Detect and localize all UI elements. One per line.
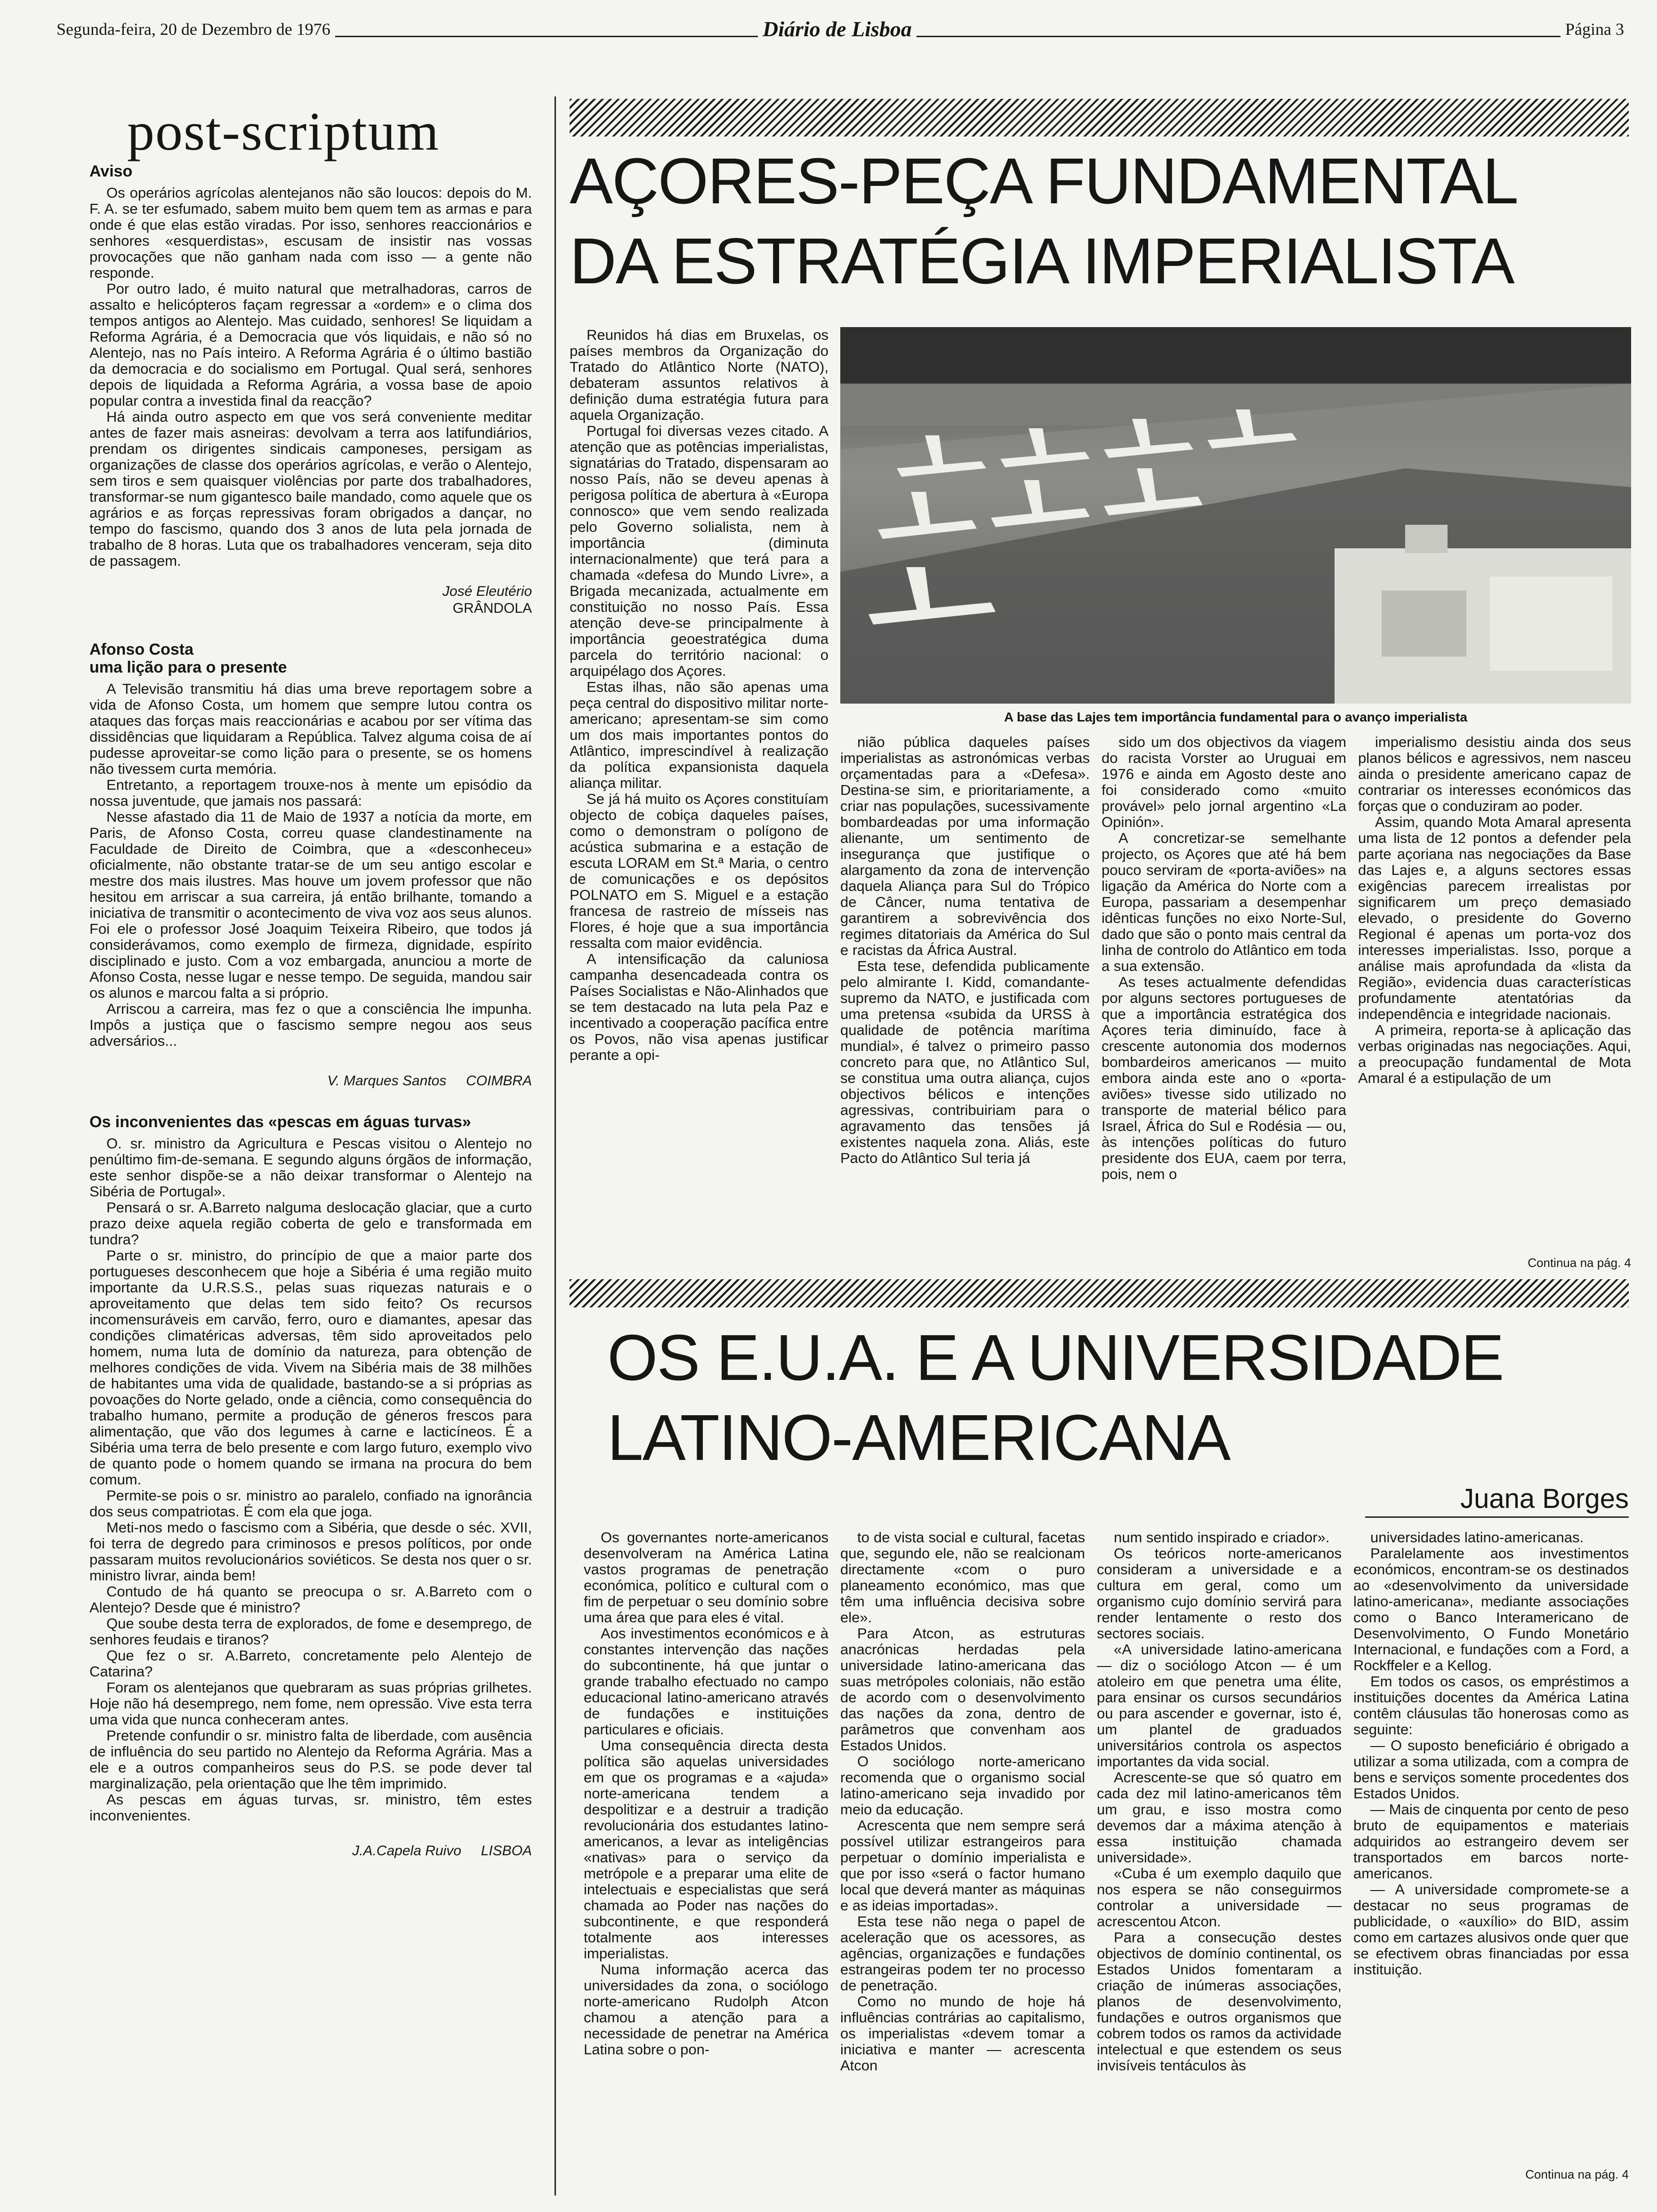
paragraph: Para Atcon, as estruturas anacrónicas herdadas pela universidade latino-americana das suas metrópoles coloniais, não estão de acordo com o desenvolvimento das nações da zona, dentro de parâmetros que convenham aos Estados Unidos.: [840, 1625, 1085, 1754]
paragraph: — Mais de cinquenta por cento de peso bruto de equipamentos e materiais adquiridos ao estrangeiro devem ser transportados em barcos norte-americanos.: [1353, 1801, 1629, 1882]
afonso-heading: Afonso Costa uma lição para o presente: [89, 641, 287, 676]
paragraph: Pretende confundir o sr. ministro falta de liberdade, com ausência de influência do seu partido no Alentejo da Reforma Agrária. Mas a ele e a outros companheiros seus do P.S. se pode dever tal marginalização, pela orientação que lhe têm imprimido.: [89, 1727, 532, 1792]
page-number: Página 3: [1560, 15, 1629, 43]
paragraph: Que soube desta terra de explorados, de fome e desemprego, de senhores feudais e tiranos?: [89, 1615, 532, 1648]
paragraph: Esta tese não nega o papel de aceleração que os acessores, as agências, organizações e fundações estrangeiras podem ter no processo de penetração.: [840, 1913, 1085, 1994]
paragraph: Pensará o sr. A.Barreto nalguma deslocação glaciar, que a curto prazo deixe aquela região coberta de gelo e transformada em tundra?: [89, 1199, 532, 1248]
column-divider: [555, 96, 556, 2196]
paragraph: As pescas em águas turvas, sr. ministro, têm estes inconvenientes.: [89, 1791, 532, 1824]
newspaper-name: Diário de Lisboa: [758, 15, 917, 43]
afonso-body: [89, 681, 532, 1049]
acores-headline-line1: AÇORES-PEÇA FUNDAMENTAL: [570, 145, 1518, 217]
paragraph: Reunidos há dias em Bruxelas, os países membros da Organização do Tratado do Atlântico Norte (NATO), debateram assuntos relativos à definição duma estratégia futura para aquela Organização.: [570, 327, 828, 423]
paragraph: Os operários agrícolas alentejanos não são loucos: depois do M. F. A. se ter esfumado, sabem muito bem quem tem as armas e para onde é que elas estão viradas. Por isso, senhores reaccionários e senhores «esquerdistas», escusam de insistir nas vossas provocações que não ganham nada com isso — a gente não responde.: [89, 184, 532, 281]
paragraph: imperialismo desistiu ainda dos seus planos bélicos e agressivos, nem nasceu ainda o presidente americano capaz de contrariar os interesses económicos das forças que o conduziram ao poder.: [1358, 734, 1631, 814]
paragraph: A intensificação da caluniosa campanha desencadeada contra os Países Socialistas e Não-Alinhados que se tem destacado na luta pela Paz e incentivado a cooperação pacífica entre os Povos, não visa apenas justificar perante a opi-: [570, 951, 828, 1063]
paragraph: Uma consequência directa desta política são aquelas universidades em que os programas e a «ajuda» norte-americana tendem a despolitizar e a destruir a tradição revolucionária dos estudantes latino-americanos, a levar as inteligências «nativas» para o serviço da metrópole e a preparar uma elite de intelectuais e especialistas que será chamada ao Poder nas nações do subcontinente, e que responderá totalmente aos interesses imperialistas.: [584, 1737, 828, 1962]
afonso-place: COIMBRA: [466, 1073, 532, 1089]
aviso-place: GRÂNDOLA: [452, 601, 532, 616]
inconvenientes-author: J.A.Capela Ruivo: [352, 1843, 461, 1859]
eua-col3: [1097, 1530, 1342, 2074]
paragraph: Parte o sr. ministro, do princípio de que a maior parte dos portugueses desconhecem que hoje a Sibéria é uma região muito importante da U.R.S.S., pelas suas riquezas naturais e o aproveitamento que delas tem sido feito? Os recursos incomensuráveis em carvão, ferro, ouro e diamantes, apesar das condições climatéricas adversas, têm sido aproveitados pelo homem, numa luta de domínio da natureza, para obtenção de melhores condições de vida. Vivem na Sibéria mais de 38 milhões de habitantes uma vida de qualidade, bastando-se a si próprias as povoações do Norte gelado, onde a ciência, como consequência do trabalho humano, permite a produção de géneros frescos para alimentação, que vão dos legumes à carne e lacticíneos. É a Sibéria uma terra de belo presente e com largo futuro, exemplo vivo de quanto pode o homem quando se irmana na procura do bem comum.: [89, 1247, 532, 1488]
paragraph: Como no mundo de hoje há influências contrárias ao capitalismo, os imperialistas «devem tomar a iniciativa e manter — acrescenta Atcon: [840, 1993, 1085, 2074]
lajes-base-photo: [840, 327, 1631, 704]
postscriptum-title: post-scriptum: [127, 102, 440, 162]
paragraph: Por outro lado, é muito natural que metralhadoras, carros de assalto e helicópteros façam regressar a «ordem» e o clima dos tempos antigos ao Alentejo. Mas cuidado, senhores! Se liquidam a Reforma Agrária, é a Democracia que vós liquidais, e não só no Alentejo, nas no País inteiro. A Reforma Agrária é o último bastião da democracia e do socialismo em Portugal. Qual será, senhores depois de liquidada a Reforma Agrária, a vossa base de apoio popular contra a investida final da reacção?: [89, 281, 532, 409]
inconvenientes-byline: [89, 1843, 532, 1859]
paragraph: Nesse afastado dia 11 de Maio de 1937 a notícia da morte, em Paris, de Afonso Costa, correu quase clandestinamente na Faculdade de Direito de Coimbra, que a «desconheceu» oficialmente, não obstante tratar-se de um seu antigo escolar e mestre dos mais ilustres. Mas houve um jovem professor que não hesitou em arriscar a sua carreira, já então brilhante, tomando a iniciativa de transmitir o acontecimento de viva voz aos seus alunos. Foi ele o professor José Joaquim Teixeira Ribeiro, que todos já considerávamos, como exemplo de firmeza, dignidade, espírito disciplinado e justo. Com a voz embargada, anunciou a morte de Afonso Costa, nesse lugar e nesse tempo. De seguida, mandou sair os alunos e marcou falta a si próprio.: [89, 809, 532, 1001]
acores-col3: [1102, 734, 1346, 1182]
paragraph: Arriscou a carreira, mas fez o que a consciência lhe impunha. Impôs a justiça que o fascismo sempre negou aos seus adversários...: [89, 1001, 532, 1049]
eua-continua: Continua na pág. 4: [1525, 2167, 1629, 2181]
eua-col1: [584, 1530, 828, 2058]
paragraph: Que fez o sr. A.Barreto, concretamente pelo Alentejo de Catarina?: [89, 1647, 532, 1680]
header-date: Segunda-feira, 20 de Dezembro de 1976: [52, 15, 335, 43]
paragraph: Entretanto, a reportagem trouxe-nos à mente um episódio da nossa juventude, que jamais nos passará:: [89, 777, 532, 809]
eua-col2: [840, 1530, 1085, 2074]
paragraph: Foram os alentejanos que quebraram as suas próprias grilhetes. Hoje não há desemprego, nem fome, nem opressão. Vive esta terra uma vida que nunca conheceram antes.: [89, 1679, 532, 1728]
aviso-heading: Aviso: [89, 162, 133, 180]
inconvenientes-heading: Os inconvenientes das «pescas em águas turvas»: [89, 1113, 471, 1131]
paragraph: nião pública daqueles países imperialistas as astronómicas verbas orçamentadas para a «Defesa». Destina-se sim, e prioritariamente, a criar nas populações, sucessivamente bombardeadas por uma informação alienante, um sentimento de insegurança que justifique o alargamento da zona de intervenção daquela Aliança para Sul do Trópico de Câncer, numa tentativa de garantirem a sobrevivência dos regimes ditatoriais da América do Sul e racistas da África Austral.: [840, 734, 1090, 958]
paragraph: As teses actualmente defendidas por alguns sectores portugueses de que a importância estratégica dos Açores teria diminuído, face à crescente autonomia dos modernos bombardeiros americanos — muito embora ainda este ano o «porta-aviões» tivesse sido utilizado no transporte de material bélico para Israel, África do Sul e Rodésia — ou, às intenções políticas do futuro presidente dos EUA, caem por terra, pois, nem o: [1102, 974, 1346, 1182]
aviso-body: [89, 185, 532, 569]
paragraph: O. sr. ministro da Agricultura e Pescas visitou o Alentejo no penúltimo fim-de-semana. E segundo alguns órgãos de informação, este senhor dispõe-se a não deixar transformar o Alentejo na Sibéria de Portugal».: [89, 1135, 532, 1200]
postscriptum-section: [89, 101, 532, 1859]
eua-headline-line1: OS E.U.A. E A UNIVERSIDADE: [607, 1322, 1504, 1394]
paragraph: Se já há muito os Açores constituíam objecto de cobiça daqueles países, como o demonstram o polígono de acústica submarina e a estação de escuta LORAM em St.ª Maria, o centro de comunicações e os depósitos POLNATO em S. Miguel e a estação francesa de rastreio de mísseis nas Flores, é hoje que a sua importância ressalta com maior evidência.: [570, 791, 828, 951]
paragraph: universidades latino-americanas.: [1370, 1529, 1584, 1546]
inconvenientes-body: [89, 1136, 532, 1824]
paragraph: O sociólogo norte-americano recomenda que o organismo social latino-americano seja invadido por meio da educação.: [840, 1753, 1085, 1818]
paragraph: Assim, quando Mota Amaral apresenta uma lista de 12 pontos a defender pela parte açoriana nas negociações da Base das Lajes e, a alguns sectores essas exigências parecem irrealistas por significarem um preço demasiado elevado, o presidente do Governo Regional é apenas um porta-voz dos interesses imperialistas. Isso, porque a análise mais aprofundada da «lista da Região», evidencia duas características profundamente atentatórias da independência e integridade nacionais.: [1358, 814, 1631, 1022]
paragraph: Em todos os casos, os empréstimos a instituições docentes da América Latina contêm cláusulas tão honerosas como as seguinte:: [1353, 1673, 1629, 1738]
hatch-band-top: [570, 99, 1629, 136]
paragraph: — O suposto beneficiário é obrigado a utilizar a soma utilizada, com a compra de bens e serviços somente procedentes dos Estados Unidos.: [1353, 1737, 1629, 1802]
paragraph: «Cuba é um exemplo daquilo que nos espera se não conseguirmos controlar a universidade — acrescentou Atcon.: [1097, 1865, 1342, 1930]
acores-continua: Continua na pág. 4: [1528, 1256, 1631, 1270]
photo-caption: A base das Lajes tem importância fundamental para o avanço imperialista: [1004, 710, 1467, 724]
paragraph: Os governantes norte-americanos desenvolveram na América Latina vastos programas de penetração económica, político e cultural com o fim de perpetuar o seu domínio sobre uma área que para eles é vital.: [584, 1529, 828, 1626]
airplanes-image: [840, 327, 1631, 704]
paragraph: Para a consecução destes objectivos de domínio continental, os Estados Unidos fomentaram a criação de inúmeras associações, planos de desenvolvimento, fundações e outros organismos que cobrem todos os ramos da actividade intelectual e que estendem os seus invisíveis tentáculos às: [1097, 1929, 1342, 2074]
paragraph: Acrescenta que nem sempre será possível utilizar estrangeiros para perpetuar o domínio imperialista e que por isso «será o factor humano local que deverá manter as máquinas e as ideias importadas».: [840, 1817, 1085, 1914]
acores-headline-line2: DA ESTRATÉGIA IMPERIALISTA: [570, 225, 1514, 297]
paragraph: Permite-se pois o sr. ministro ao paralelo, confiado na ignorância dos seus compatriotas. É com ela que joga.: [89, 1487, 532, 1520]
page-header: [52, 15, 1629, 53]
eua-author: Juana Borges: [1460, 1483, 1629, 1514]
aviso-author: José Eleutério: [442, 584, 532, 599]
acores-headline: [570, 141, 1633, 301]
afonso-author: V. Marques Santos: [327, 1073, 447, 1089]
afonso-byline: [89, 1073, 532, 1090]
hatch-band-middle: [570, 1279, 1629, 1307]
author-rule: [1365, 1516, 1629, 1518]
acores-col2: [840, 734, 1090, 1166]
paragraph: Aos investimentos económicos e à constantes intervenção das nações do subcontinente, há que juntar o grande trabalho efectuado no campo educacional latino-americano através de fundações e instituições particulares e oficiais.: [584, 1625, 828, 1738]
paragraph: Os teóricos norte-americanos consideram a universidade e a cultura em geral, como um organismo cujo domínio servirá para render lentamente o resto dos sectores sociais.: [1097, 1545, 1342, 1642]
eua-headline-line2: LATINO-AMERICANA: [607, 1402, 1230, 1474]
paragraph: Numa informação acerca das universidades da zona, o sociólogo norte-americano Rudolph Atcon chamou a atenção para a necessidade de penetrar na América Latina sobre o pon-: [584, 1961, 828, 2058]
paragraph: A Televisão transmitiu há dias uma breve reportagem sobre a vida de Afonso Costa, um homem que sempre lutou contra os ataques das forças mais reaccionárias e acabou por ser vítima das dissidências que liquidaram a República. Talvez alguma coisa de aí pudesse aproveitar-se como lição para o presente, se os homens não tivessem curta memória.: [89, 681, 532, 777]
paragraph: A primeira, reporta-se à aplicação das verbas originadas nas negociações. Aqui, a preocupação fundamental de Mota Amaral é a estipulação de um: [1358, 1022, 1631, 1086]
eua-headline: [607, 1318, 1629, 1478]
paragraph: Paralelamente aos investimentos económicos, encontram-se os destinados ao «desenvolvimento da universidade latino-americana», mediante associações como o Banco Interamericano de Desenvolvimento, O Fundo Monetário Internacional, e fundações com a Ford, a Rockffeler e a Kellog.: [1353, 1545, 1629, 1674]
paragraph: sido um dos objectivos da viagem do racista Vorster ao Uruguai em 1976 e ainda em Agosto deste ano foi considerado como «muito provável» pelo jornal argentino «La Opinión».: [1102, 734, 1346, 830]
inconvenientes-place: LISBOA: [481, 1843, 532, 1859]
paragraph: A concretizar-se semelhante projecto, os Açores que até há bem pouco serviram de «porta-aviões» na ligação da América do Norte com a Europa, passariam a desempenhar idênticas funções no eixo Norte-Sul, dado que são o ponto mais central da linha de controlo do Atlântico em toda a sua extensão.: [1102, 830, 1346, 974]
paragraph: Contudo de há quanto se preocupa o sr. A.Barreto com o Alentejo? Desde que é ministro?: [89, 1583, 532, 1616]
paragraph: Há ainda outro aspecto em que vos será conveniente meditar antes de fazer mais asneiras: devolvam a terra aos latifundiários, prendam os dirigentes sindicais camponeses, persigam as organizações de classe dos operários agrícolas, e verão o Alentejo, sem tiros e sem quaisquer violências por parte dos trabalhadores, transformar-se num gigantesco baile mandado, como aquele que os agrários e as forças repressivas foram obrigados a dançar, no tempo do fascismo, quando dos 3 anos de luta pela jornada de trabalho de 8 horas. Luta que os trabalhadores venceram, seja dito de passagem.: [89, 409, 532, 569]
paragraph: Meti-nos medo o fascismo com a Sibéria, que desde o séc. XVII, foi terra de degredo para criminosos e presos políticos, por onde passaram muitos revolucionários soviéticos. Se desta nos quer o sr. ministro livrar, ainda bem!: [89, 1519, 532, 1584]
acores-col1: [570, 327, 828, 1063]
paragraph: num sentido inspirado e criador».: [1114, 1529, 1330, 1546]
paragraph: Acrescente-se que só quatro em cada dez mil latino-americanos têm um grau, e isso mostra como devemos dar a máxima atenção à essa instituição chamada universidade».: [1097, 1769, 1342, 1866]
eua-col4: [1353, 1530, 1629, 1978]
paragraph: «A universidade latino-americana — diz o sociólogo Atcon — é um atoleiro em que penetra uma élite, para ensinar os cursos secundários ou para ascender e governar, isto é, um plantel de graduados universitários controla os aspectos importantes da vida social.: [1097, 1641, 1342, 1770]
paragraph: to de vista social e cultural, facetas que, segundo ele, não se realcionam directamente «com o puro planeamento económico, mas que têm uma influência decisiva sobre ele».: [840, 1529, 1085, 1626]
paragraph: Portugal foi diversas vezes citado. A atenção que as potências imperialistas, signatárias do Tratado, dispensaram ao nosso País, não se deveu apenas à perigosa política de abertura à «Europa connosco» que vem sendo realizada pelo Governo solialista, nem à importância (diminuta internacionalmente) que terá para a chamada «defesa do Mundo Livre», a Brigada mecanizada, actualmente em constituição no nosso País. Essa atenção deve-se principalmente à importância geoestratégica duma parcela do território nacional: o arquipélago dos Açores.: [570, 423, 828, 679]
paragraph: Estas ilhas, não são apenas uma peça central do dispositivo militar norte-americano; apresentam-se sim como um dos mais importantes pontos do Atlântico, imprescindível à realização da política expansionista daquela aliança militar.: [570, 679, 828, 791]
acores-col4: [1358, 734, 1631, 1086]
paragraph: Esta tese, defendida publicamente pelo almirante I. Kidd, comandante-supremo da NATO, e justificada com uma pretensa «subida da URSS à qualidade de potência marítima mundial», é talvez o primeiro passo concreto para que, no Atlântico Sul, se constitua uma outra aliança, cujos objectivos bélicos e intenções agressivas, contribuiriam para o agravamento das tensões já existentes naquela zona. Aliás, este Pacto do Atlântico Sul teria já: [840, 958, 1090, 1166]
paragraph: — A universidade compromete-se a destacar no seus programas de publicidade, o «auxílio» do BID, assim como em cartazes alusivos onde quer que se efectivem obras financiadas por essa instituição.: [1353, 1881, 1629, 1978]
